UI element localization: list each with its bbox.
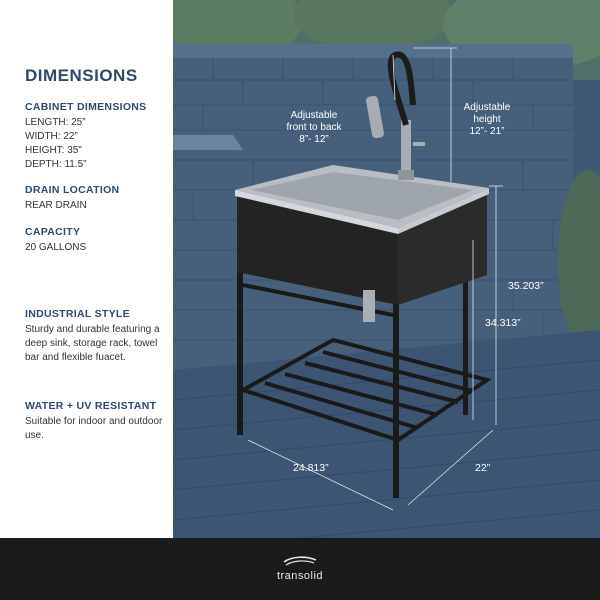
height-line1: Adjustable bbox=[463, 102, 511, 113]
cabinet-dimensions-section bbox=[25, 100, 147, 172]
brand-name: transolid bbox=[276, 570, 324, 582]
product-photo bbox=[173, 0, 600, 538]
drain-pipe bbox=[363, 290, 375, 322]
cabinet-dimensions-title: CABINET DIMENSIONS bbox=[25, 101, 147, 113]
capacity-section bbox=[25, 225, 86, 255]
dimension-22: 22” bbox=[475, 462, 491, 474]
front-to-back-line1: Adjustable bbox=[290, 110, 338, 121]
wall-cap bbox=[173, 44, 573, 58]
faucet-handle bbox=[413, 142, 425, 146]
drain-value: REAR DRAIN bbox=[25, 200, 87, 211]
height-callout bbox=[449, 102, 525, 138]
dimension-35-203: 35.203” bbox=[508, 280, 544, 292]
depth-value: DEPTH: 11.5” bbox=[25, 159, 87, 170]
dimension-34-313: 34.313” bbox=[485, 317, 521, 329]
drain-section bbox=[25, 183, 119, 213]
industrial-section bbox=[25, 307, 165, 365]
industrial-title: INDUSTRIAL STYLE bbox=[25, 308, 130, 320]
height-value: HEIGHT: 35” bbox=[25, 145, 82, 156]
capacity-value: 20 GALLONS bbox=[25, 242, 87, 253]
faucet-base bbox=[398, 170, 414, 180]
brand-footer bbox=[0, 538, 600, 600]
dimension-24-813: 24.813” bbox=[293, 462, 329, 474]
front-to-back-line3: 8”- 12” bbox=[299, 134, 329, 145]
page-title: DIMENSIONS bbox=[25, 66, 138, 85]
width-value: WIDTH: 22” bbox=[25, 131, 78, 142]
drain-title: DRAIN LOCATION bbox=[25, 184, 120, 196]
transolid-logo-icon bbox=[282, 554, 318, 568]
sink-illustration bbox=[173, 0, 600, 538]
info-panel bbox=[0, 0, 173, 538]
water-title: WATER + UV RESISTANT bbox=[25, 400, 157, 412]
front-to-back-callout bbox=[276, 110, 352, 146]
countertop-ledge bbox=[173, 135, 243, 150]
front-to-back-line2: front to back bbox=[286, 122, 342, 133]
water-text: Suitable for indoor and outdoor use. bbox=[25, 416, 163, 441]
industrial-text: Sturdy and durable featuring a deep sink, storage rack, towel bar and flexible fuacet. bbox=[25, 324, 160, 363]
length-value: LENGTH: 25” bbox=[25, 117, 86, 128]
water-section bbox=[25, 399, 165, 443]
height-line2: height bbox=[473, 114, 501, 125]
capacity-title: CAPACITY bbox=[25, 226, 81, 238]
height-line3: 12”- 21” bbox=[469, 126, 505, 137]
